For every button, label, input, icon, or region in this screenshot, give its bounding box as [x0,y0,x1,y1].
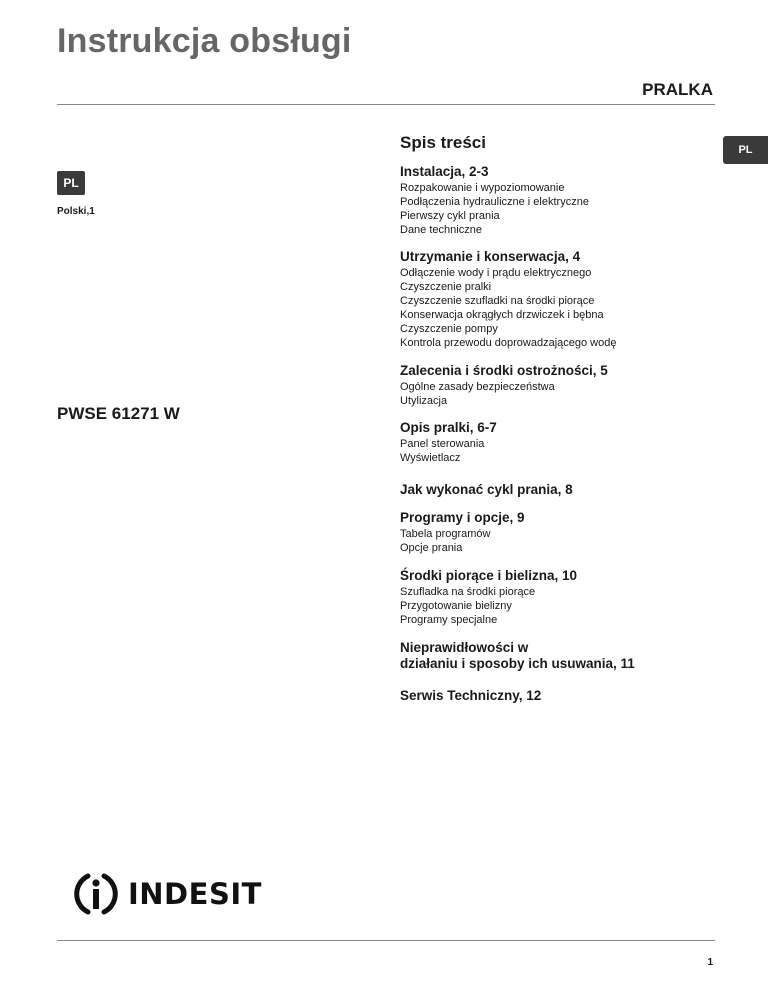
toc-heading[interactable]: Serwis Techniczny, 12 [400,688,542,703]
toc-item[interactable]: Konserwacja okrągłych drzwiczek i bębna [400,309,604,321]
product-category: PRALKA [642,80,713,99]
toc-item[interactable]: Pierwszy cykl prania [400,210,500,222]
brand-name: INDESIT [128,877,262,911]
toc-item[interactable]: Programy specjalne [400,614,498,626]
language-label: Polski,1 [57,206,95,217]
toc-heading[interactable]: Utrzymanie i konserwacja, 4 [400,249,581,264]
toc-heading[interactable]: Jak wykonać cykl prania, 8 [400,482,573,497]
toc-item[interactable]: Przygotowanie bielizny [400,600,512,612]
toc-item[interactable]: Odłączenie wody i prądu elektrycznego [400,267,592,279]
toc-item[interactable]: Dane techniczne [400,224,482,236]
toc-section [400,164,720,237]
toc-section [400,688,720,704]
model-number: PWSE 61271 W [57,404,180,423]
brand-logo [72,872,262,916]
toc-item[interactable]: Opcje prania [400,542,463,554]
toc-heading[interactable]: Opis pralki, 6-7 [400,420,497,435]
toc-item[interactable]: Panel sterowania [400,438,485,450]
toc-section [400,482,720,498]
toc-heading[interactable]: Programy i opcje, 9 [400,510,525,525]
toc-heading[interactable]: Zalecenia i środki ostrożności, 5 [400,363,608,378]
table-of-contents [400,164,720,704]
toc-section [400,568,720,627]
toc-section [400,363,720,408]
toc-item[interactable]: Podłączenia hydrauliczne i elektryczne [400,196,589,208]
toc-title: Spis treści [400,133,486,152]
top-divider [57,104,715,105]
toc-item[interactable]: Ogólne zasady bezpieczeństwa [400,381,555,393]
toc-item[interactable]: Kontrola przewodu doprowadzającego wodę [400,337,617,349]
toc-item[interactable]: Czyszczenie pralki [400,281,492,293]
toc-item[interactable]: Czyszczenie pompy [400,323,498,335]
info-circle-icon [72,872,124,916]
toc-heading[interactable]: Nieprawidłowości w [400,640,529,655]
toc-item[interactable]: Tabela programów [400,528,491,540]
toc-item[interactable]: Czyszczenie szufladki na środki piorące [400,295,595,307]
document-title: Instrukcja obsługi [57,22,352,60]
toc-section [400,510,720,555]
toc-section [400,249,720,350]
language-side-tab: PL [723,136,768,164]
language-badge: PL [57,171,85,195]
toc-heading[interactable]: Środki piorące i bielizna, 10 [400,568,578,583]
page-number: 1 [707,957,713,968]
toc-section [400,420,720,465]
toc-item[interactable]: Wyświetlacz [400,452,461,464]
toc-heading[interactable]: Instalacja, 2-3 [400,164,489,179]
toc-item[interactable]: Rozpakowanie i wypoziomowanie [400,182,565,194]
toc-item[interactable]: Utylizacja [400,395,448,407]
toc-heading[interactable]: działaniu i sposoby ich usuwania, 11 [400,656,635,671]
toc-section [400,640,720,672]
bottom-divider [57,940,715,941]
toc-item[interactable]: Szufladka na środki piorące [400,586,536,598]
